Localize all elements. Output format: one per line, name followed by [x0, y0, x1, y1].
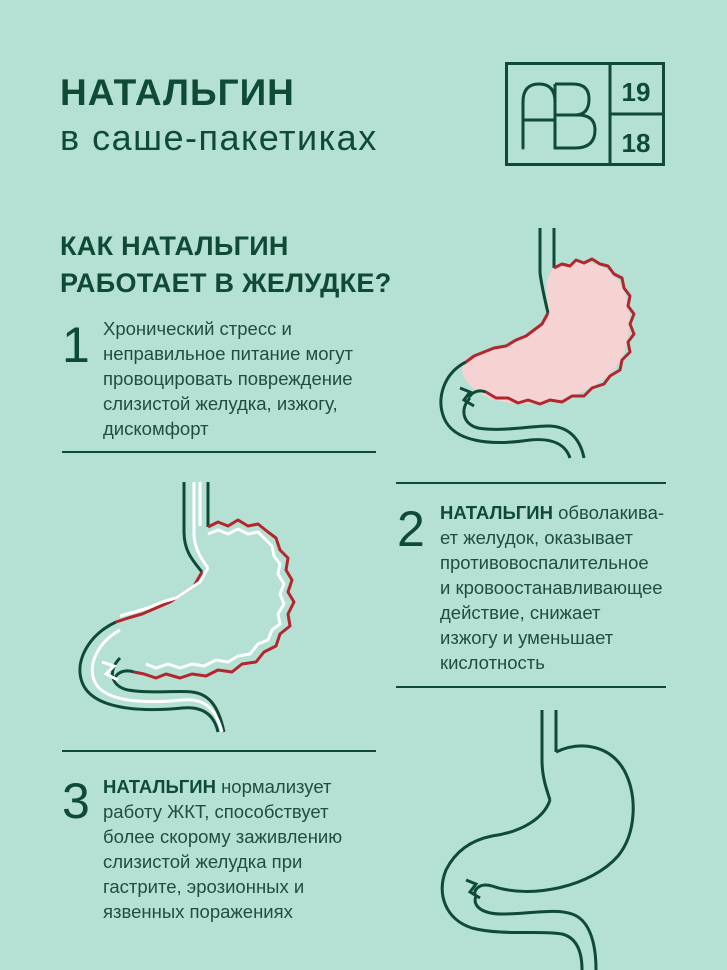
step-2-line: действие, снижает	[440, 602, 601, 623]
divider-1	[62, 451, 376, 453]
step-1-line: неправильное питание могут	[103, 343, 353, 364]
step-1-text	[103, 316, 353, 441]
step-2-number: 2	[397, 501, 425, 557]
step-3-line: более скорому заживлению	[103, 826, 343, 847]
step-3-line: язвенных поражениях	[103, 901, 293, 922]
step-1-line: слизистой желудка, изжогу,	[103, 393, 338, 414]
step-3-line: гастрите, эрозионных и	[103, 876, 305, 897]
divider-3	[62, 750, 376, 752]
step-3-line-rest: нормализует	[215, 776, 332, 797]
section-heading-line2: РАБОТАЕТ В ЖЕЛУДКЕ?	[60, 268, 392, 298]
step-3-line	[103, 774, 342, 799]
step-1-line: Хронический стресс и	[103, 318, 292, 339]
step-2-line: и кровоостанавливающее	[440, 577, 663, 598]
page-subtitle: в саше-пакетиках	[60, 117, 378, 158]
logo-year-bottom: 18	[621, 128, 651, 158]
step-3-line: работу ЖКТ, способствует	[103, 801, 329, 822]
divider-2-bottom	[396, 686, 666, 688]
step-2-text	[440, 500, 664, 675]
section-heading	[60, 228, 392, 302]
step-1-number: 1	[62, 317, 90, 373]
step-1-line: провоцировать повреждение	[103, 368, 353, 389]
step-1-line: дискомфорт	[103, 418, 209, 439]
step-2-line: изжогу и уменьшает	[440, 627, 614, 648]
page-title: НАТАЛЬГИН	[60, 72, 295, 113]
step-2-line-rest: обволакива-	[552, 502, 665, 523]
divider-2-top	[396, 482, 666, 484]
step-2-line: ет желудок, оказывает	[440, 527, 633, 548]
brand-logo	[505, 62, 665, 166]
step-3-line: слизистой желудка при	[103, 851, 303, 872]
logo-year-top: 19	[621, 77, 651, 107]
stomach-healthy-illustration	[432, 710, 652, 970]
step-3-brand: НАТАЛЬГИН	[103, 776, 216, 797]
stomach-coated-illustration	[62, 482, 312, 752]
stomach-damaged-illustration	[430, 228, 650, 458]
step-2-line	[440, 500, 664, 525]
step-2-brand: НАТАЛЬГИН	[440, 502, 553, 523]
step-2-line: кислотность	[440, 652, 545, 673]
step-3-text	[103, 774, 342, 924]
section-heading-line1: КАК НАТАЛЬГИН	[60, 231, 289, 261]
step-2-line: противовоспалительное	[440, 552, 649, 573]
step-3-number: 3	[62, 773, 90, 829]
